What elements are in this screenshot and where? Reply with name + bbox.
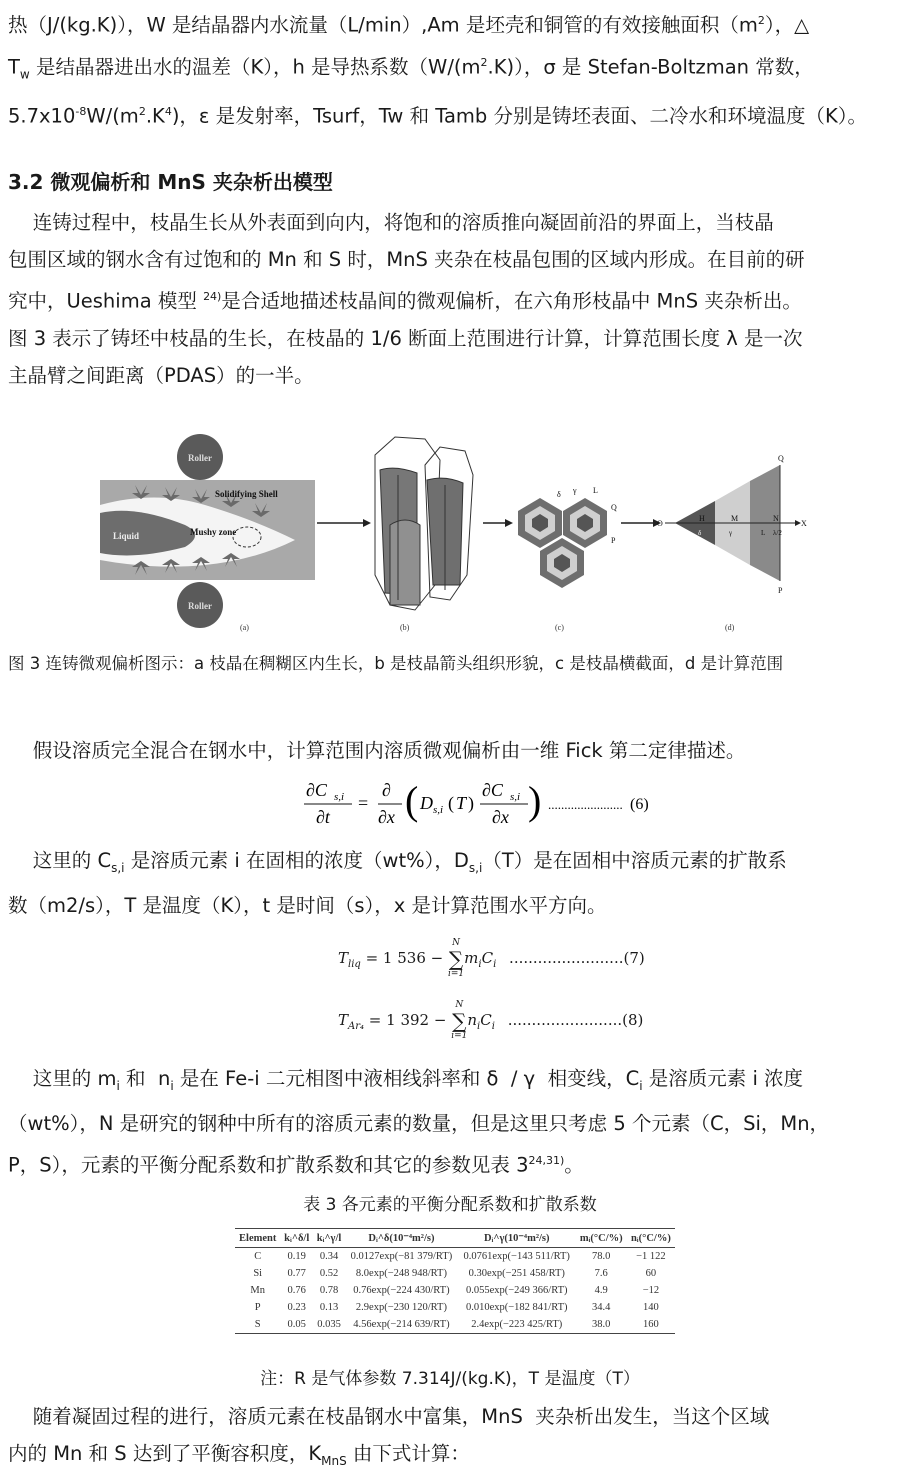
d-m-label: M: [731, 514, 739, 523]
table-cell: 0.76: [287, 1285, 306, 1296]
svg-text:∂x: ∂x: [492, 807, 509, 827]
svg-text:∂t: ∂t: [316, 807, 330, 827]
table-cell: 140: [643, 1302, 659, 1313]
table-cell: 38.0: [592, 1319, 611, 1330]
text-line: $T_w$ 是结晶器进出水的温差（K），h 是导热系数$(W/(m^2.K))$，σ 是 Stefan-Boltzman 常数，: [8, 55, 814, 81]
mi-paragraph: [8, 1060, 892, 1183]
table-row: [235, 1299, 675, 1316]
text-line: 内的 Mn 和 S 达到了平衡容积度，$K_{MnS}$ 由下式计算：: [8, 1442, 470, 1468]
panel-b: [375, 437, 473, 632]
table-cell: 60: [645, 1268, 657, 1279]
roller-top-label: Roller: [188, 453, 212, 463]
table-cell: 8.0exp(−248 948/RT): [355, 1268, 447, 1279]
table-cell: Mn: [250, 1285, 265, 1296]
table-cell: 4.56exp(−214 639/RT): [353, 1319, 450, 1330]
solidifying-shell-label: Solidifying Shell: [215, 489, 278, 499]
table-row: [235, 1282, 675, 1299]
table-cell: 0.23: [287, 1302, 306, 1313]
text-line: 这里的 $m_i$ 和 $n_i$ 是在 Fe-i 二元相图中液相线斜率和 δ / γ 相变线，$C_i$ 是溶质元素 i 浓度: [8, 1067, 804, 1093]
table-cell: S: [254, 1319, 261, 1330]
d-h-label: H: [699, 514, 705, 523]
table-cell: 0.30exp(−251 458/RT): [468, 1268, 565, 1279]
fick-paragraph: 假设溶质完全混合在钢水中，计算范围内溶质微观偏析由一维 Fick 第二定律描述。: [8, 739, 746, 762]
text-line: 随着凝固过程的进行，溶质元素在枝晶钢水中富集，MnS 夹杂析出发生，当这个区域: [8, 1405, 770, 1428]
text-line: 这里的 $C_{s,i}$ 是溶质元素 i 在固相的浓度（wt%），$D_{s,i}(T)$是在固相中溶质元素的扩散系: [8, 849, 787, 875]
eq6-dots: .......................: [548, 797, 623, 812]
figure-caption: 图 3 连铸微观偏析图示：a 枝晶在稠糊区内生长，b 是枝晶箭头组织形貌，c 是枝晶横截面，d 是计算范围: [8, 654, 784, 673]
table-cell: 0.76exp(−224 430/RT): [353, 1285, 450, 1296]
table-header-cell: kᵢ^δ/l: [284, 1232, 310, 1244]
table-cell: 4.9: [594, 1285, 608, 1296]
text-line: 主晶臂之间距离（PDAS）的一半。: [8, 363, 314, 387]
text-line: 数（m2/s），T 是温度（K），t 是时间（s），x 是计算范围水平方向。: [8, 893, 607, 917]
panel-d-label: (d): [725, 623, 735, 632]
equation-8: $T_{Ar_4} = 1$ 392 − N ∑ i=1 $n_iC_i$ ........................(8): [338, 1000, 644, 1041]
cs-paragraph: [8, 842, 892, 924]
panel-c: [518, 486, 617, 632]
table-cell: 78.0: [592, 1251, 611, 1262]
svg-text:s,i: s,i: [334, 791, 345, 803]
table-row: [235, 1316, 675, 1334]
roller-bottom-label: Roller: [188, 601, 212, 611]
text-line: （wt%），N 是研究的钢种中所有的溶质元素的数量，但是这里只考虑 5 个元素（C，Si，Mn，: [8, 1111, 830, 1135]
figure-3-diagram: [95, 425, 810, 635]
table-row: [235, 1265, 675, 1282]
table-cell: 0.52: [319, 1268, 339, 1279]
table-3: [235, 1228, 675, 1334]
table-header-cell: kᵢ^γ/l: [316, 1232, 342, 1244]
svg-text:): ): [468, 793, 474, 813]
section-heading: 3.2 微观偏析和 MnS 夹杂析出模型: [8, 170, 333, 194]
table-cell: Si: [253, 1268, 263, 1279]
panel-c-label: (c): [555, 623, 564, 632]
table-cell: 0.0127exp(−81 379/RT): [350, 1251, 453, 1262]
table-cell: 0.78: [319, 1285, 339, 1296]
d-o-label: O: [657, 519, 663, 528]
svg-text:∂: ∂: [382, 780, 391, 800]
table-cell: 0.035: [317, 1319, 341, 1330]
table-cell: 0.19: [287, 1251, 306, 1262]
table-note: 注：R 是气体参数 7.314J/(kg.K)，T 是温度（T）: [260, 1369, 640, 1389]
c-p-label: P: [611, 536, 616, 545]
svg-text:s,i: s,i: [510, 791, 521, 803]
table-header-cell: mᵢ(°C/%): [579, 1232, 623, 1244]
svg-text:(: (: [448, 793, 454, 813]
d-lambda-label: λ/2: [773, 529, 782, 537]
table-title: 表 3 各元素的平衡分配系数和扩散系数: [303, 1195, 597, 1215]
c-delta-label: δ: [557, 490, 561, 499]
table-cell: 0.055exp(−249 366/RT): [465, 1285, 568, 1296]
svg-text:T: T: [456, 793, 467, 813]
table-cell: 0.010exp(−182 841/RT): [465, 1302, 568, 1313]
table-cell: 2.9exp(−230 120/RT): [355, 1302, 447, 1313]
svg-text:∂C: ∂C: [306, 780, 327, 800]
table-cell: P: [254, 1302, 261, 1313]
svg-text:D: D: [420, 793, 433, 813]
intro-paragraph: [8, 2, 892, 134]
text-line: 热（J/(kg.K)），W 是结晶器内水流量（L/min）,Am 是坯壳和铜管的有效接触面积$(m^2)$，△: [8, 13, 810, 37]
text-line: 包围区域的钢水含有过饱和的 Mn 和 S 时，MnS 夹杂在枝晶包围的区域内形成。在目前的研: [8, 248, 805, 271]
d-q-label: Q: [778, 454, 784, 463]
table-cell: 0.0761exp(−143 511/RT): [463, 1251, 570, 1262]
text-line: 究中，Ueshima 模型 $^{24)}$是合适地描述枝晶间的微观偏析，在六角形枝晶中 MnS 夹杂析出。: [8, 289, 802, 313]
d-n-label: N: [773, 514, 779, 523]
c-l-label: L: [593, 486, 598, 495]
text-line: 连铸过程中，枝晶生长从外表面到向内，将饱和的溶质推向凝固前沿的界面上，当枝晶: [8, 211, 774, 234]
panel-a: [100, 434, 315, 632]
svg-text:(: (: [405, 778, 419, 823]
table-cell: 160: [643, 1319, 659, 1330]
table-header-cell: Element: [239, 1232, 277, 1244]
mushy-zone-label: Mushy zone: [190, 527, 237, 537]
c-gamma-label: γ: [573, 486, 577, 495]
table-cell: 0.13: [319, 1302, 339, 1313]
text-line: P，S），元素的平衡分配系数和扩散系数和其它的参数见表 3$^{24,31)}$。: [8, 1153, 584, 1177]
final-paragraph: [8, 1398, 892, 1480]
table-cell: 2.4exp(−223 425/RT): [471, 1319, 563, 1330]
d-x-label: X: [801, 519, 807, 528]
c-q-label: Q: [611, 503, 617, 512]
table-header-row: [235, 1229, 675, 1248]
table-cell: 0.77: [287, 1268, 306, 1279]
table-header-cell: nᵢ(°C/%): [630, 1232, 671, 1244]
svg-text:s,i: s,i: [433, 804, 444, 816]
svg-text:∂C: ∂C: [482, 780, 503, 800]
equation-7: $T_{liq} = 1$ 536 − N ∑ i=1 $m_iC_i$ ........................(7): [338, 938, 645, 979]
table-cell: 0.34: [319, 1251, 339, 1262]
text-line: $5.7x10^{-8}W/(m^2.K^4)$，ε 是发射率，Tsurf，Tw 和 Tamb 分别是铸坯表面、二冷水和环境温度（K）。: [8, 104, 868, 128]
eq6-number: (6): [630, 796, 649, 813]
panel-a-label: (a): [240, 623, 249, 632]
table-header-cell: Dᵢ^δ(10⁻⁴m²/s): [368, 1233, 435, 1244]
equation-6: [302, 776, 662, 830]
table-header-cell: Dᵢ^γ(10⁻⁴m²/s): [483, 1233, 550, 1244]
table-cell: 0.05: [287, 1319, 306, 1330]
table-cell: −12: [642, 1285, 660, 1296]
table-row: [235, 1248, 675, 1266]
d-p-label: P: [778, 586, 783, 595]
panel-d: [657, 454, 807, 632]
panel-b-label: (b): [400, 623, 410, 632]
text-line: 图 3 表示了铸坯中枝晶的生长，在枝晶的 1/6 断面上范围进行计算，计算范围长度 λ 是一次: [8, 326, 803, 350]
d-l-label: L: [761, 529, 766, 537]
d-gamma-label: γ: [729, 529, 733, 537]
section-paragraph: [8, 204, 892, 394]
svg-text:=: =: [358, 793, 369, 813]
table-cell: 34.4: [592, 1302, 611, 1313]
svg-text:∂x: ∂x: [378, 807, 395, 827]
table-cell: 7.6: [594, 1268, 608, 1279]
liquid-label: Liquid: [113, 531, 140, 541]
table-cell: −1 122: [636, 1251, 666, 1262]
svg-text:): ): [528, 778, 542, 823]
d-delta-label: δ: [698, 529, 702, 537]
table-cell: C: [254, 1251, 262, 1262]
